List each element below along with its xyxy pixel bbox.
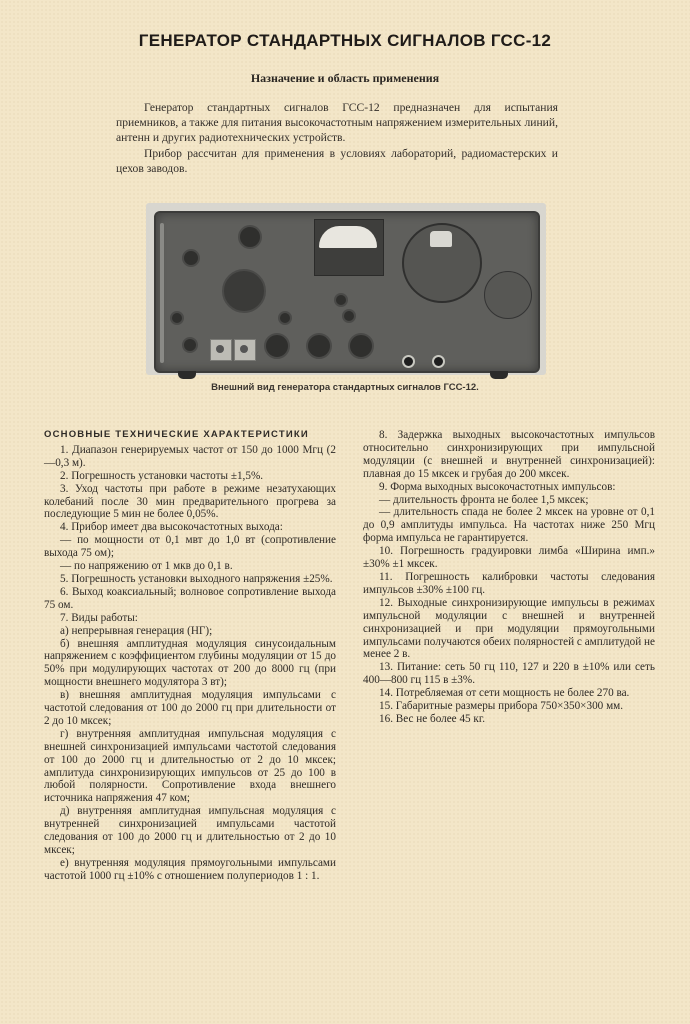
spec-item: 4. Прибор имеет два высокочастотных выхода: — [60, 521, 283, 534]
spec-item: 8. Задержка выходных высокочастотных импульсов относительно синхронизирующих при импульсной модуляции (с внешней и внутренней синхронизацией): плавная до 15 мксек и грубая до 200 мксек. — [363, 429, 655, 480]
spec-item: — по мощности от 0,1 мвт до 1,0 вт (сопротивление выхода 75 ом); — [44, 534, 336, 560]
foot — [178, 371, 196, 379]
spec-item: 2. Погрешность установки частоты ±1,5%. — [60, 469, 264, 482]
side-handle — [160, 223, 164, 363]
document-title: ГЕНЕРАТОР СТАНДАРТНЫХ СИГНАЛОВ ГСС-12 — [138, 31, 552, 50]
intro-paragraph: Генератор стандартных сигналов ГСС-12 предназначен для испытания приемников, а также для питания высокочастотным напряжением измерительных линий, антенн и других радиотехнических устройств. — [116, 101, 558, 145]
intro-paragraph: Прибор рассчитан для применения в условиях лабораторий, радиомастерских и цехов заводов. — [116, 146, 558, 175]
figure-caption: Внешний вид генератора стандартных сигналов ГСС-12. — [211, 382, 479, 393]
secondary-dial — [484, 271, 532, 319]
spec-item: 7. Виды работы: — [60, 611, 138, 624]
spec-item: г) внутренняя амплитудная импульсная модуляция с внешней синхронизацией импульсами частотой следования от 100 до 2000 гц и длительностью от 2 до 10 мксек; амплитуда синхронизирующих импульсов от 25 до 100 в любой полярности. Сопротивление входа внешнего источника напряжения 47 ком; — [44, 727, 336, 805]
spec-item: 1. Диапазон генерируемых частот от 150 до 1000 Мгц (2—0,3 м). — [44, 443, 336, 469]
spec-item: в) внешняя амплитудная модуляция импульсами с частотой следования от 100 до 2000 гц при длительности от 2 до 10 мксек; — [44, 689, 336, 727]
meter-face — [319, 226, 377, 248]
specs-left-column — [44, 429, 336, 883]
spec-item: 9. Форма выходных высокочастотных импульсов: — [379, 480, 616, 493]
spec-item: — длительность спада не более 2 мксек на уровне от 0,1 до 0,9 амплитуды импульса. На частотах ниже 250 Мгц форма импульса не гарантируется. — [363, 506, 655, 545]
spec-item: а) непрерывная генерация (НГ); — [60, 624, 213, 637]
spec-item: 6. Выход коаксиальный; волновое сопротивление выхода 75 ом. — [44, 585, 336, 611]
frequency-dial — [402, 223, 482, 303]
spec-item: д) внутренняя амплитудная импульсная модуляция с внутренней синхронизацией импульсами частотой следования от 100 до 2000 гц и длительностью от 2 до 10 мксек; — [44, 805, 336, 856]
spec-item: 14. Потребляемая от сети мощность не более 270 ва. — [379, 687, 630, 700]
meter — [314, 219, 384, 276]
knob — [264, 333, 290, 359]
device-photo — [146, 203, 546, 375]
spec-item: 15. Габаритные размеры прибора 750×350×300 мм. — [379, 700, 624, 713]
knob — [306, 333, 332, 359]
front-panel — [154, 211, 540, 373]
dial-window — [430, 231, 452, 247]
jack — [402, 355, 415, 368]
knob — [348, 333, 374, 359]
knob — [170, 311, 184, 325]
coax-connector — [234, 339, 256, 361]
spec-item: 10. Погрешность градуировки лимба «Ширина имп.» ±30% ±1 мксек. — [363, 545, 655, 571]
coax-connector — [210, 339, 232, 361]
spec-item: 5. Погрешность установки выходного напряжения ±25%. — [60, 572, 333, 585]
section-subtitle: Назначение и область применения — [250, 71, 440, 85]
spec-item: 11. Погрешность калибровки частоты следования импульсов ±30% ±100 гц. — [363, 570, 655, 596]
knob — [182, 249, 200, 267]
spec-item: е) внутренняя модуляция прямоугольными импульсами частотой 1000 гц ±10% с отношением полупериодов 1 : 1. — [44, 856, 336, 882]
knob — [342, 309, 356, 323]
knob — [222, 269, 266, 313]
spec-item: 13. Питание: сеть 50 гц 110, 127 и 220 в ±10% или сеть 400—800 гц 115 в ±3%. — [363, 661, 655, 687]
foot — [490, 371, 508, 379]
spec-item: — длительность фронта не более 1,5 мксек; — [379, 493, 589, 506]
spec-item: 12. Выходные синхронизирующие импульсы в режимах импульсной модуляции с внешней и внутренней синхронизацией и при модуляции прямоугольными импульсами получаются обеих полярностей с амплитудой не менее 2 в. — [363, 596, 655, 661]
spec-item: 3. Уход частоты при работе в режиме незатухающих колебаний после 30 мин предварительного прогрева за последующие 5 мин не более 0,05%. — [44, 482, 336, 521]
knob — [238, 225, 262, 249]
knob — [182, 337, 198, 353]
intro-text — [116, 100, 558, 176]
knob — [278, 311, 292, 325]
spec-item: — по напряжению от 1 мкв до 0,1 в. — [60, 560, 233, 573]
jack — [432, 355, 445, 368]
knob — [334, 293, 348, 307]
specs-right-column — [363, 429, 655, 726]
specs-heading: ОСНОВНЫЕ ТЕХНИЧЕСКИЕ ХАРАКТЕРИСТИКИ — [44, 429, 309, 440]
spec-item: б) внешняя амплитудная модуляция синусоидальным напряжением с коэффициентом глубины модуляции от 15 до 50% при модулирующих частотах от 200 до 8000 гц (при мощности внешнего модулятора 3 вт); — [44, 637, 336, 689]
spec-item: 16. Вес не более 45 кг. — [379, 712, 485, 725]
